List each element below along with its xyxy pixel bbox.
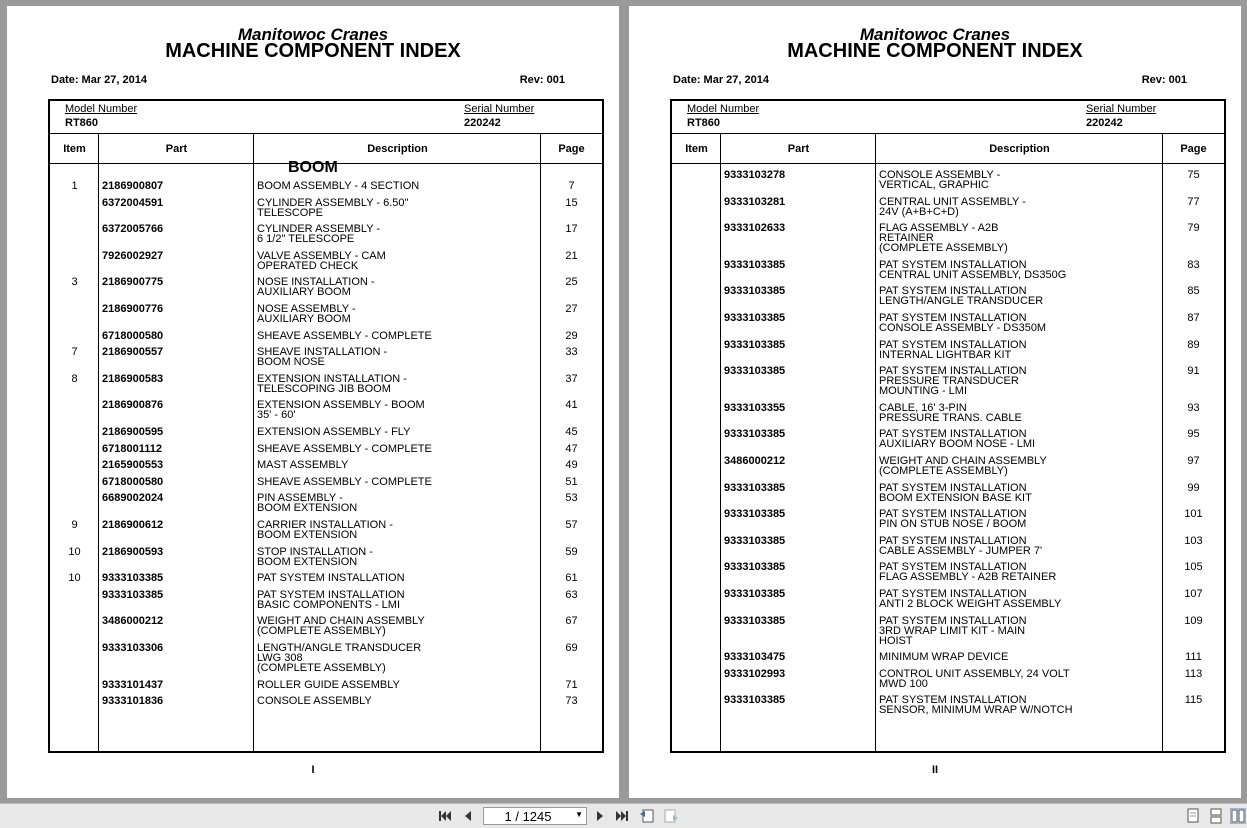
page-reference-cell: 57 [565, 519, 578, 531]
column-divider [253, 134, 254, 751]
page-reference-cell: 51 [565, 475, 578, 488]
part-number-cell: 9333103385 [102, 588, 164, 601]
description-cell: EXTENSION INSTALLATION - TELESCOPING JIB BOOM [257, 372, 407, 395]
page-reference-cell: 91 [1187, 365, 1200, 378]
page-reference-cell: 93 [1187, 401, 1200, 414]
prev-page-icon[interactable] [460, 808, 476, 824]
part-number-cell: 9333103385 [724, 338, 786, 351]
part-number-cell: 2186900775 [102, 276, 164, 289]
page-reference-cell: 27 [565, 303, 578, 315]
page-number-field[interactable] [483, 807, 587, 825]
description-cell: PAT SYSTEM INSTALLATION PRESSURE TRANSDUCER MOUNTING - LMI [879, 365, 1027, 398]
column-header-item: Item [685, 143, 708, 155]
table-header-info [50, 101, 602, 134]
description-cell: PAT SYSTEM INSTALLATION BASIC COMPONENTS - LMI [257, 588, 405, 611]
component-table [670, 99, 1226, 753]
part-number-cell: 9333103281 [724, 195, 786, 208]
part-number-cell: 9333103385 [724, 258, 786, 271]
description-cell: PAT SYSTEM INSTALLATION AUXILIARY BOOM NOSE - LMI [879, 428, 1036, 451]
part-number-cell: 2186900776 [102, 303, 164, 315]
first-page-icon[interactable] [437, 808, 453, 824]
dropdown-arrow-icon[interactable]: ▼ [575, 810, 583, 819]
description-cell: BOOM ASSEMBLY - 4 SECTION [257, 180, 420, 192]
section-heading: BOOM [288, 159, 338, 176]
item-cell: 3 [71, 276, 78, 289]
next-page-icon[interactable] [592, 808, 608, 824]
part-number-cell: 2186900595 [102, 426, 164, 438]
page-reference-cell: 109 [1184, 614, 1203, 627]
part-number-cell: 6372004591 [102, 196, 164, 209]
page-reference-cell: 113 [1184, 667, 1203, 680]
part-number-cell: 6718000580 [102, 475, 164, 488]
document-title: MACHINE COMPONENT INDEX [165, 40, 461, 62]
page-reference-cell: 85 [1187, 285, 1200, 298]
description-cell: PAT SYSTEM INSTALLATION CONSOLE ASSEMBLY - DS350M [879, 312, 1047, 334]
description-cell: CENTRAL UNIT ASSEMBLY - 24V (A+B+C+D) [879, 195, 1026, 218]
page-reference-cell: 17 [565, 223, 578, 236]
description-cell: SHEAVE INSTALLATION - BOOM NOSE [257, 346, 388, 369]
column-divider [98, 134, 99, 751]
component-table [48, 99, 604, 753]
page-reference-cell: 87 [1187, 312, 1200, 324]
part-number-cell: 9333103385 [724, 588, 786, 600]
page-reference-cell: 77 [1187, 195, 1200, 208]
serial-number-label: Serial Number [464, 103, 535, 115]
part-number-cell: 2186900583 [102, 372, 164, 385]
description-cell: LENGTH/ANGLE TRANSDUCER LWG 308 (COMPLETE ASSEMBLY) [257, 642, 422, 674]
part-number-cell: 9333103385 [724, 365, 786, 378]
page-reference-cell: 95 [1187, 428, 1200, 441]
model-number-label: Model Number [65, 103, 138, 115]
column-header-part: Part [787, 143, 810, 155]
part-number-cell: 6372005766 [102, 223, 164, 236]
description-cell: WEIGHT AND CHAIN ASSEMBLY (COMPLETE ASSEMBLY) [257, 615, 425, 638]
page-reference-cell: 75 [1187, 169, 1200, 181]
column-header-page: Page [558, 143, 585, 155]
description-cell: VALVE ASSEMBLY - CAM OPERATED CHECK [257, 249, 386, 272]
description-cell: SHEAVE ASSEMBLY - COMPLETE [257, 329, 432, 342]
page-reference-cell: 103 [1184, 534, 1203, 547]
part-number-cell: 9333103475 [724, 651, 786, 664]
page-reference-cell: 21 [565, 249, 578, 262]
part-number-cell: 2186900612 [102, 519, 164, 531]
part-number-cell: 9333103385 [724, 534, 786, 547]
part-number-cell: 9333103306 [102, 642, 164, 654]
document-revision: Rev: 001 [1141, 74, 1187, 86]
page-reference-cell: 101 [1184, 508, 1203, 521]
description-cell: CYLINDER ASSEMBLY - 6 1/2" TELESCOPE [257, 223, 381, 246]
description-cell: MINIMUM WRAP DEVICE [879, 651, 1009, 664]
page-reference-cell: 49 [565, 459, 578, 472]
description-cell: PAT SYSTEM INSTALLATION [257, 572, 405, 585]
page-reference-cell: 41 [565, 399, 578, 412]
page-reference-cell: 63 [565, 588, 578, 601]
part-number-cell: 2186900876 [102, 399, 164, 412]
document-date: Date: Mar 27, 2014 [673, 74, 769, 86]
description-cell: WEIGHT AND CHAIN ASSEMBLY (COMPLETE ASSEMBLY) [879, 455, 1047, 477]
column-header-description: Description [367, 143, 428, 155]
item-cell: 7 [71, 346, 78, 359]
part-number-cell: 2186900807 [102, 180, 164, 192]
column-header-page: Page [1180, 143, 1207, 155]
page-reference-cell: 15 [565, 196, 578, 209]
description-cell: PAT SYSTEM INSTALLATION SENSOR, MINIMUM WRAP W/NOTCH [879, 694, 1073, 717]
page-reference-cell: 71 [565, 678, 578, 691]
serial-number-value: 220242 [464, 117, 501, 129]
description-cell: PAT SYSTEM INSTALLATION 3RD WRAP LIMIT KIT - MAIN HOIST [879, 614, 1027, 647]
next-view-icon[interactable] [663, 808, 679, 824]
description-cell: CONTROL UNIT ASSEMBLY, 24 VOLT MWD 100 [879, 667, 1070, 690]
page-reference-cell: 73 [565, 695, 578, 708]
page-reference-cell: 107 [1184, 588, 1203, 600]
part-number-cell: 9333102993 [724, 667, 786, 680]
part-number-cell: 6718000580 [102, 329, 164, 342]
part-number-cell: 9333103385 [724, 428, 786, 441]
part-number-cell: 9333103385 [724, 561, 786, 574]
description-cell: PAT SYSTEM INSTALLATION CENTRAL UNIT ASSEMBLY, DS350G [879, 258, 1067, 281]
item-cell: 10 [68, 545, 81, 558]
page-reference-cell: 33 [565, 346, 578, 359]
page-reference-cell: 7 [568, 180, 575, 192]
description-cell: PAT SYSTEM INSTALLATION CABLE ASSEMBLY - JUMPER 7' [879, 534, 1043, 557]
part-number-cell: 2186900593 [102, 545, 164, 558]
document-page-left [7, 6, 619, 798]
last-page-icon[interactable] [614, 808, 630, 824]
brand-name: Manitowoc Cranes [859, 25, 1011, 44]
column-header-description: Description [989, 143, 1050, 155]
model-number-label: Model Number [687, 103, 760, 115]
part-number-cell: 9333103385 [724, 312, 786, 324]
facing-view-icon[interactable] [1230, 808, 1246, 824]
document-revision: Rev: 001 [519, 74, 565, 86]
document-page-right [629, 6, 1241, 798]
part-number-cell: 9333103385 [724, 508, 786, 521]
description-cell: CONSOLE ASSEMBLY [257, 695, 372, 708]
description-cell: CYLINDER ASSEMBLY - 6.50" TELESCOPE [257, 196, 409, 219]
column-divider [875, 134, 876, 751]
model-number-value: RT860 [65, 117, 99, 129]
document-title: MACHINE COMPONENT INDEX [787, 40, 1083, 62]
previous-view-icon[interactable] [639, 808, 655, 824]
part-number-cell: 9333103385 [724, 285, 786, 298]
page-reference-cell: 47 [565, 442, 578, 455]
item-cell: 10 [68, 572, 81, 585]
brand-name: Manitowoc Cranes [237, 25, 389, 44]
single-page-view-icon[interactable] [1185, 808, 1201, 824]
part-number-cell: 9333103355 [724, 401, 786, 414]
page-number: I [311, 764, 315, 776]
serial-number-label: Serial Number [1086, 103, 1157, 115]
page-reference-cell: 29 [565, 329, 578, 342]
column-divider [720, 134, 721, 751]
description-cell: STOP INSTALLATION - BOOM EXTENSION [257, 545, 373, 568]
table-header-info [672, 101, 1224, 134]
description-cell: SHEAVE ASSEMBLY - COMPLETE [257, 475, 432, 488]
page-reference-cell: 67 [565, 615, 578, 628]
part-number-cell: 7926002927 [102, 249, 164, 262]
item-cell: 8 [71, 372, 78, 385]
description-cell: NOSE ASSEMBLY - AUXILIARY BOOM [257, 303, 356, 325]
page-reference-cell: 69 [565, 642, 578, 654]
item-cell: 1 [71, 180, 78, 192]
page-reference-cell: 45 [565, 426, 578, 438]
part-number-cell: 9333102633 [724, 222, 786, 235]
description-cell: ROLLER GUIDE ASSEMBLY [257, 678, 400, 691]
description-cell: CONSOLE ASSEMBLY - VERTICAL, GRAPHIC [879, 169, 1001, 191]
description-cell: EXTENSION ASSEMBLY - BOOM 35' - 60' [257, 399, 425, 422]
description-cell: PAT SYSTEM INSTALLATION INTERNAL LIGHTBAR KIT [879, 338, 1027, 361]
document-date: Date: Mar 27, 2014 [51, 74, 147, 86]
page-reference-cell: 115 [1184, 694, 1203, 707]
description-cell: PAT SYSTEM INSTALLATION FLAG ASSEMBLY - A2B RETAINER [879, 561, 1057, 584]
item-cell: 9 [71, 519, 78, 531]
part-number-cell: 3486000212 [724, 455, 786, 467]
page-reference-cell: 25 [565, 276, 578, 289]
description-cell: PAT SYSTEM INSTALLATION ANTI 2 BLOCK WEIGHT ASSEMBLY [879, 588, 1062, 610]
part-number-cell: 6689002024 [102, 492, 164, 505]
page-number: II [931, 764, 939, 776]
serial-number-value: 220242 [1086, 117, 1123, 129]
column-header-item: Item [63, 143, 86, 155]
description-cell: SHEAVE ASSEMBLY - COMPLETE [257, 442, 432, 455]
page-reference-cell: 59 [565, 545, 578, 558]
description-cell: FLAG ASSEMBLY - A2B RETAINER (COMPLETE ASSEMBLY) [879, 222, 1008, 255]
description-cell: PAT SYSTEM INSTALLATION LENGTH/ANGLE TRANSDUCER [879, 285, 1044, 308]
description-cell: CABLE, 16' 3-PIN PRESSURE TRANS. CABLE [879, 401, 1022, 424]
page-reference-cell: 99 [1187, 481, 1200, 494]
viewer-toolbar [0, 803, 1247, 828]
page-reference-cell: 97 [1187, 455, 1200, 467]
continuous-view-icon[interactable] [1208, 808, 1224, 824]
part-number-cell: 3486000212 [102, 615, 164, 628]
description-cell: PAT SYSTEM INSTALLATION PIN ON STUB NOSE / BOOM [879, 508, 1027, 531]
part-number-cell: 6718001112 [102, 442, 162, 455]
description-cell: MAST ASSEMBLY [257, 459, 349, 472]
column-headers [672, 134, 1224, 164]
page-reference-cell: 83 [1187, 258, 1200, 271]
description-cell: EXTENSION ASSEMBLY - FLY [257, 426, 411, 438]
description-cell: CARRIER INSTALLATION - BOOM EXTENSION [257, 519, 393, 541]
part-number-cell: 9333101437 [102, 678, 164, 691]
part-number-cell: 9333103385 [724, 614, 786, 627]
page-reference-cell: 79 [1187, 222, 1200, 235]
part-number-cell: 9333103385 [102, 572, 164, 585]
part-number-cell: 9333103385 [724, 481, 786, 494]
page-indicator: 1 / 1245 [504, 809, 552, 824]
description-cell: PAT SYSTEM INSTALLATION BOOM EXTENSION BASE KIT [879, 481, 1032, 504]
page-reference-cell: 111 [1185, 651, 1202, 664]
part-number-cell: 9333101836 [102, 695, 164, 708]
page-reference-cell: 37 [565, 372, 578, 385]
part-number-cell: 2186900557 [102, 346, 164, 359]
page-reference-cell: 105 [1184, 561, 1203, 574]
part-number-cell: 9333103278 [724, 169, 786, 181]
part-number-cell: 2165900553 [102, 459, 164, 472]
part-number-cell: 9333103385 [724, 694, 786, 707]
page-reference-cell: 61 [565, 572, 578, 585]
description-cell: PIN ASSEMBLY - BOOM EXTENSION [257, 492, 358, 515]
page-reference-cell: 89 [1187, 338, 1200, 351]
page-reference-cell: 53 [565, 492, 578, 505]
model-number-value: RT860 [687, 117, 721, 129]
column-header-part: Part [165, 143, 188, 155]
description-cell: NOSE INSTALLATION - AUXILIARY BOOM [257, 276, 375, 299]
